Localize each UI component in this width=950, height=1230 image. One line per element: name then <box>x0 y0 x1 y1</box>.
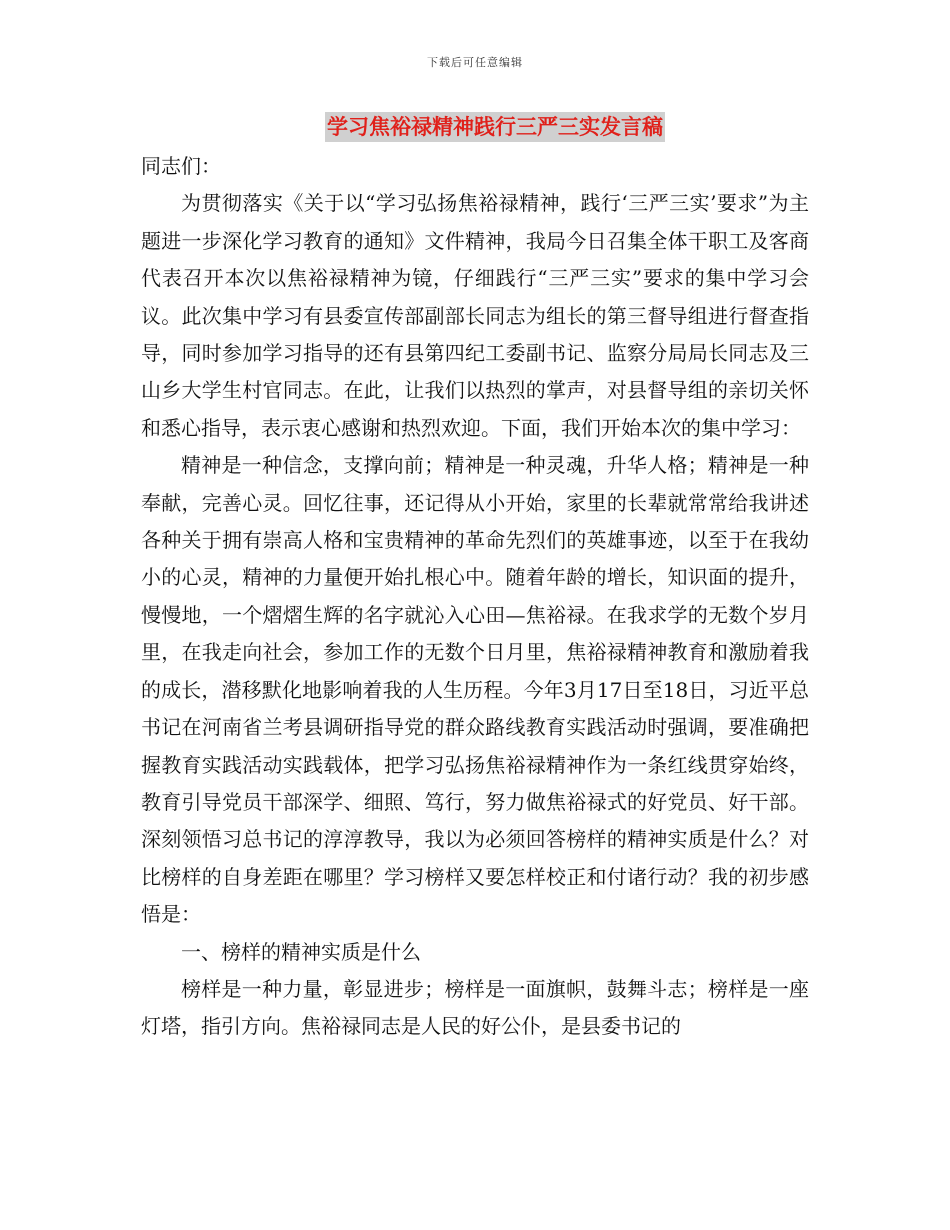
document-title: 学习焦裕禄精神践行三严三实发言稿 <box>325 112 665 142</box>
title-container <box>0 112 950 142</box>
document-body <box>141 148 809 1046</box>
section-heading-1: 一、榜样的精神实质是什么 <box>181 939 421 964</box>
paragraph-intro: 为贯彻落实《关于以“学习弘扬焦裕禄精神，践行‘三严三实’要求”为主题进一步深化学习教育的通知》文件精神，我局今日召集全体干职工及客商代表召开本次以焦裕禄精神为镜，仔细践行“三严三实”要求的集中学习会议。此次集中学习有县委宣传部副部长同志为组长的第三督导组进行督查指导，同时参加学习指导的还有县第四纪工委副书记、监察分局局长同志及三山乡大学生村官同志。在此，让我们以热烈的掌声，对县督导组的亲切关怀和悉心指导，表示衷心感谢和热烈欢迎。下面，我们开始本次的集中学习： <box>141 191 809 440</box>
salutation: 同志们： <box>141 154 221 178</box>
paragraph-spirit: 精神是一种信念，支撑向前；精神是一种灵魂，升华人格；精神是一种奉献，完善心灵。回忆往事，还记得从小开始，家里的长辈就常常给我讲述各种关于拥有崇高人格和宝贵精神的革命先烈们的英雄事迹，以至于在我幼小的心灵，精神的力量便开始扎根心中。随着年龄的增长，知识面的提升，慢慢地，一个熠熠生辉的名字就沁入心田—焦裕禄。在我求学的无数个岁月里，在我走向社会，参加工作的无数个日月里，焦裕禄精神教育和激励着我的成长，潜移默化地影响着我的人生历程。今年3月17日至18日，习近平总书记在河南省兰考县调研指导党的群众路线教育实践活动时强调，要准确把握教育实践活动实践载体，把学习弘扬焦裕禄精神作为一条红线贯穿始终，教育引导党员干部深学、细照、笃行，努力做焦裕禄式的好党员、好干部。深刻领悟习总书记的淳淳教导，我以为必须回答榜样的精神实质是什么？对比榜样的自身差距在哪里？学习榜样又要怎样校正和付诸行动？我的初步感悟是： <box>141 453 809 927</box>
page-header-note: 下载后可任意编辑 <box>427 56 523 69</box>
paragraph-role-model: 榜样是一种力量，彰显进步；榜样是一面旗帜，鼓舞斗志；榜样是一座灯塔，指引方向。焦裕禄同志是人民的好公仆，是县委书记的 <box>141 976 809 1039</box>
